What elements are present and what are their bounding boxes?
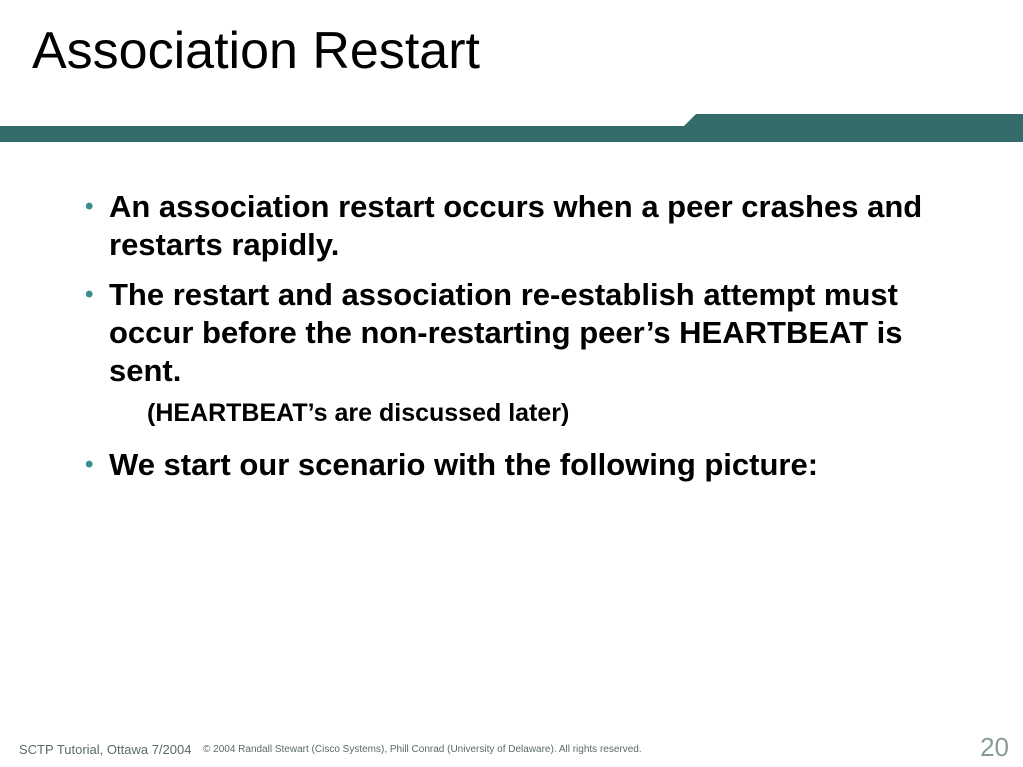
bullet-marker: • xyxy=(85,193,94,220)
heartbeat-note: (HEARTBEAT’s are discussed later) xyxy=(147,399,570,427)
bullet-item xyxy=(85,276,965,390)
title-bar-thin-segment xyxy=(0,126,690,142)
footer-copyright: © 2004 Randall Stewart (Cisco Systems), Phill Conrad (University of Delaware). All rights reserved. xyxy=(203,744,642,755)
bullet-item xyxy=(85,446,965,484)
bullet-marker: • xyxy=(85,451,94,478)
bullet-text: An association restart occurs when a peer crashes and restarts rapidly. xyxy=(109,189,923,262)
footer-event-label: SCTP Tutorial, Ottawa 7/2004 xyxy=(19,742,192,757)
bullet-text: The restart and association re-establish attempt must occur before the non-restarting peer’s HEARTBEAT is sent. xyxy=(109,277,903,388)
title-accent-bar xyxy=(0,114,1023,142)
bullet-marker: • xyxy=(85,281,94,308)
page-number: 20 xyxy=(980,732,1009,762)
bullet-item xyxy=(85,188,965,264)
bullet-text: We start our scenario with the following picture: xyxy=(109,447,819,482)
slide-title: Association Restart xyxy=(32,22,480,80)
bullet-list xyxy=(85,188,965,496)
title-bar-thick-segment xyxy=(684,114,1023,142)
